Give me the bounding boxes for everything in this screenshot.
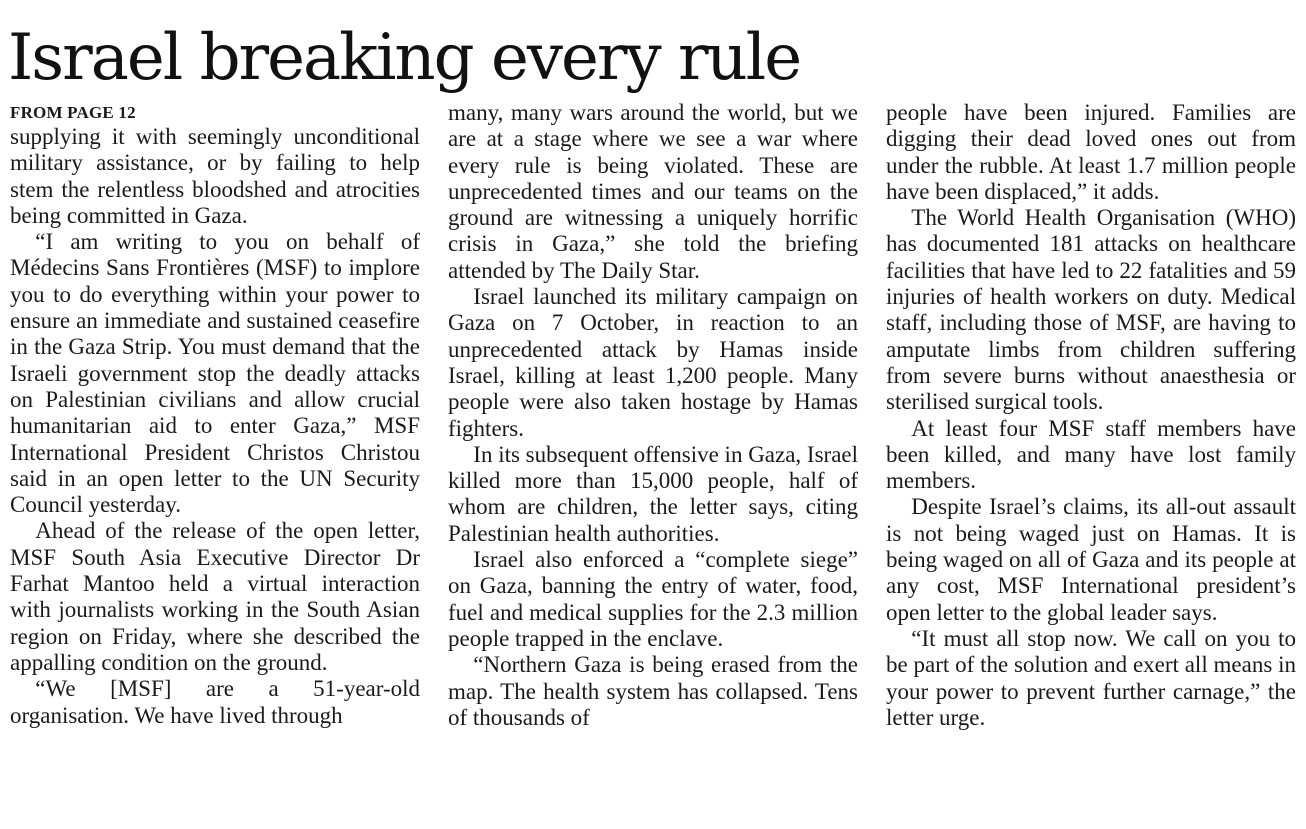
paragraph: Israel also enforced a “complete siege” on Gaza, banning the entry of water, food, fuel and medical supplies for the 2.3 million people trapped in the enclave. [448, 547, 858, 651]
paragraph: “I am writing to you on behalf of Médecins Sans Frontières (MSF) to implore you to do everything within your power to ensure an immediate and sustained ceasefire in the Gaza Strip. You must demand that the Israeli government stop the deadly attacks on Palestinian civilians and allow crucial humanitarian aid to enter Gaza,” MSF International President Christos Christou said in an open letter to the UN Security Council yesterday. [10, 229, 420, 518]
paragraph: “Northern Gaza is being erased from the map. The health system has collapsed. Tens of thousands of [448, 652, 858, 730]
jump-label: FROM PAGE 12 [10, 103, 136, 122]
paragraph: supplying it with seemingly unconditional military assistance, or by failing to help stem the relentless bloodshed and atrocities being committed in Gaza. [10, 124, 420, 228]
paragraph: people have been injured. Families are digging their dead loved ones out from under the rubble. At least 1.7 million people have been displaced,” it adds. [886, 100, 1296, 204]
paragraph: The World Health Organisation (WHO) has documented 181 attacks on healthcare facilities that have led to 22 fatalities and 59 injuries of health workers on duty. Medical staff, including those of MSF, are having to amputate limbs from children suffering from severe burns without anaesthesia or sterilised surgical tools. [886, 205, 1296, 415]
headline: Israel breaking every rule [8, 21, 801, 95]
paragraph: Israel launched its military campaign on Gaza on 7 October, in reaction to an unprecedented attack by Hamas inside Israel, killing at least 1,200 people. Many people were also taken hostage by Hamas fighters. [448, 284, 858, 441]
paragraph: “We [MSF] are a 51-year-old organisation. We have lived through [10, 676, 420, 728]
article-column-3 [886, 100, 1296, 822]
paragraph: Ahead of the release of the open letter, MSF South Asia Executive Director Dr Farhat Mantoo held a virtual interaction with journalists working in the South Asian region on Friday, where she described the appalling condition on the ground. [10, 518, 420, 675]
paragraph: Despite Israel’s claims, its all-out assault is not being waged just on Hamas. It is being waged on all of Gaza and its people at any cost, MSF International president’s open letter to the global leader says. [886, 494, 1296, 625]
article-column-2 [448, 100, 858, 822]
paragraph: At least four MSF staff members have been killed, and many have lost family members. [886, 415, 1296, 494]
paragraph: many, many wars around the world, but we are at a stage where we see a war where every rule is being violated. These are unprecedented times and our teams on the ground are witnessing a uniquely horrific crisis in Gaza,” she told the briefing attended by The Daily Star. [448, 100, 858, 283]
paragraph: “It must all stop now. We call on you to be part of the solution and exert all means in your power to prevent further carnage,” the letter urge. [886, 625, 1296, 730]
paragraph: In its subsequent offensive in Gaza, Israel killed more than 15,000 people, half of whom are children, the letter says, citing Palestinian health authorities. [448, 441, 858, 546]
article-column-1 [10, 100, 420, 822]
